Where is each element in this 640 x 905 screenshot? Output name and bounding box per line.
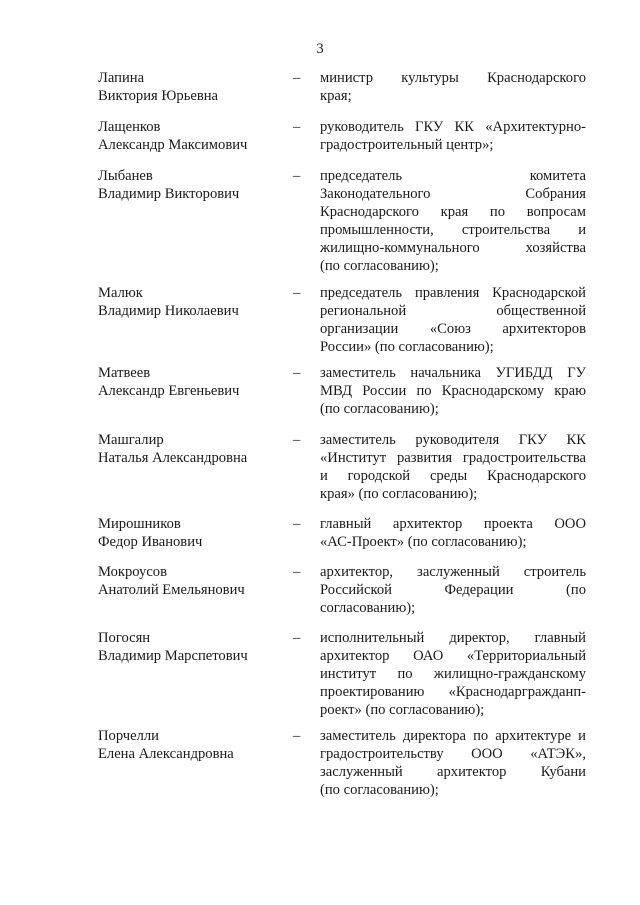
member-position (320, 118, 586, 154)
position-line: «АС-Проект» (по согласованию); (320, 534, 527, 550)
member-name (98, 167, 301, 203)
member-position (320, 727, 586, 799)
position-line: председатель правления Краснодарской (320, 285, 586, 301)
position-line: главный архитектор проекта ООО (320, 516, 586, 532)
position-line: заслуженный архитектор Кубани (320, 764, 586, 780)
position-line: согласованию); (320, 600, 416, 616)
separator-dash: – (293, 564, 301, 580)
separator-dash: – (293, 168, 301, 184)
member-given-names: Виктория Юрьевна (98, 88, 218, 104)
member-name (98, 563, 301, 599)
member-surname: Лапина (98, 70, 145, 86)
member-surname: Лащенков (98, 119, 161, 135)
position-line: МВД России по Краснодарскому краю (320, 383, 586, 399)
separator-dash: – (293, 285, 301, 301)
position-line: архитектор, заслуженный строитель (320, 564, 586, 580)
member-given-names: Анатолий Емельянович (98, 582, 245, 598)
member-position (320, 629, 586, 719)
position-line: заместитель руководителя ГКУ КК (320, 432, 586, 448)
position-line: институт по жилищно-гражданскому (320, 666, 586, 682)
member-surname: Матвеев (98, 365, 151, 381)
position-line: проектированию «Краснодаргражданп- (320, 684, 586, 700)
position-line: заместитель директора по архитектуре и (320, 728, 586, 744)
position-line: Краснодарского края по вопросам (320, 204, 586, 220)
separator-dash: – (293, 728, 301, 744)
separator-dash: – (293, 70, 301, 86)
position-line: и городской среды Краснодарского (320, 468, 586, 484)
member-position (320, 167, 586, 275)
member-surname: Погосян (98, 630, 151, 646)
position-line: (по согласованию); (320, 401, 439, 417)
member-position (320, 69, 586, 105)
member-position (320, 515, 586, 551)
separator-dash: – (293, 365, 301, 381)
member-given-names: Владимир Марспетович (98, 648, 248, 664)
position-line: России» (по согласованию); (320, 339, 494, 355)
position-line: градостроительству ООО «АТЭК», (320, 746, 586, 762)
member-surname: Порчелли (98, 728, 159, 744)
position-line: Законодательного Собрания (320, 186, 586, 202)
member-given-names: Владимир Викторович (98, 186, 240, 202)
position-line: роект» (по согласованию); (320, 702, 485, 718)
member-given-names: Федор Иванович (98, 534, 203, 550)
member-surname: Мокроусов (98, 564, 167, 580)
position-line: края» (по согласованию); (320, 486, 478, 502)
member-given-names: Елена Александровна (98, 746, 234, 762)
member-name (98, 69, 301, 105)
page-number: 3 (316, 41, 324, 57)
separator-dash: – (293, 516, 301, 532)
member-name (98, 284, 301, 320)
member-name (98, 118, 301, 154)
position-line: организации «Союз архитекторов (320, 321, 586, 337)
member-surname: Малюк (98, 285, 143, 301)
position-line: (по согласованию); (320, 782, 439, 798)
position-line: архитектор ОАО «Территориальный (320, 648, 586, 664)
position-line: министр культуры Краснодарского (320, 70, 586, 86)
position-line: Российской Федерации (по (320, 582, 586, 598)
position-line: жилищно-коммунального хозяйства (320, 240, 586, 256)
separator-dash: – (293, 432, 301, 448)
member-given-names: Владимир Николаевич (98, 303, 239, 319)
member-position (320, 284, 586, 356)
member-surname: Лыбанев (98, 168, 153, 184)
member-name (98, 431, 301, 467)
member-name (98, 515, 301, 551)
member-name (98, 364, 301, 400)
member-given-names: Александр Евгеньевич (98, 383, 240, 399)
separator-dash: – (293, 630, 301, 646)
position-line: (по согласованию); (320, 258, 439, 274)
member-position (320, 563, 586, 617)
position-line: градостроительный центр»; (320, 137, 494, 153)
separator-dash: – (293, 119, 301, 135)
member-position (320, 431, 586, 503)
member-surname: Машгалир (98, 432, 164, 448)
position-line: заместитель начальника УГИБДД ГУ (320, 365, 586, 381)
member-surname: Мирошников (98, 516, 181, 532)
member-position (320, 364, 586, 418)
position-line: руководитель ГКУ КК «Архитектурно- (320, 119, 586, 135)
position-line: края; (320, 88, 352, 104)
member-given-names: Александр Максимович (98, 137, 248, 153)
position-line: исполнительный директор, главный (320, 630, 586, 646)
member-name (98, 629, 301, 665)
member-name (98, 727, 301, 763)
position-line: региональной общественной (320, 303, 586, 319)
position-line: «Институт развития градостроительства (320, 450, 586, 466)
member-given-names: Наталья Александровна (98, 450, 248, 466)
position-line: председатель комитета (320, 168, 586, 184)
position-line: промышленности, строительства и (320, 222, 586, 238)
